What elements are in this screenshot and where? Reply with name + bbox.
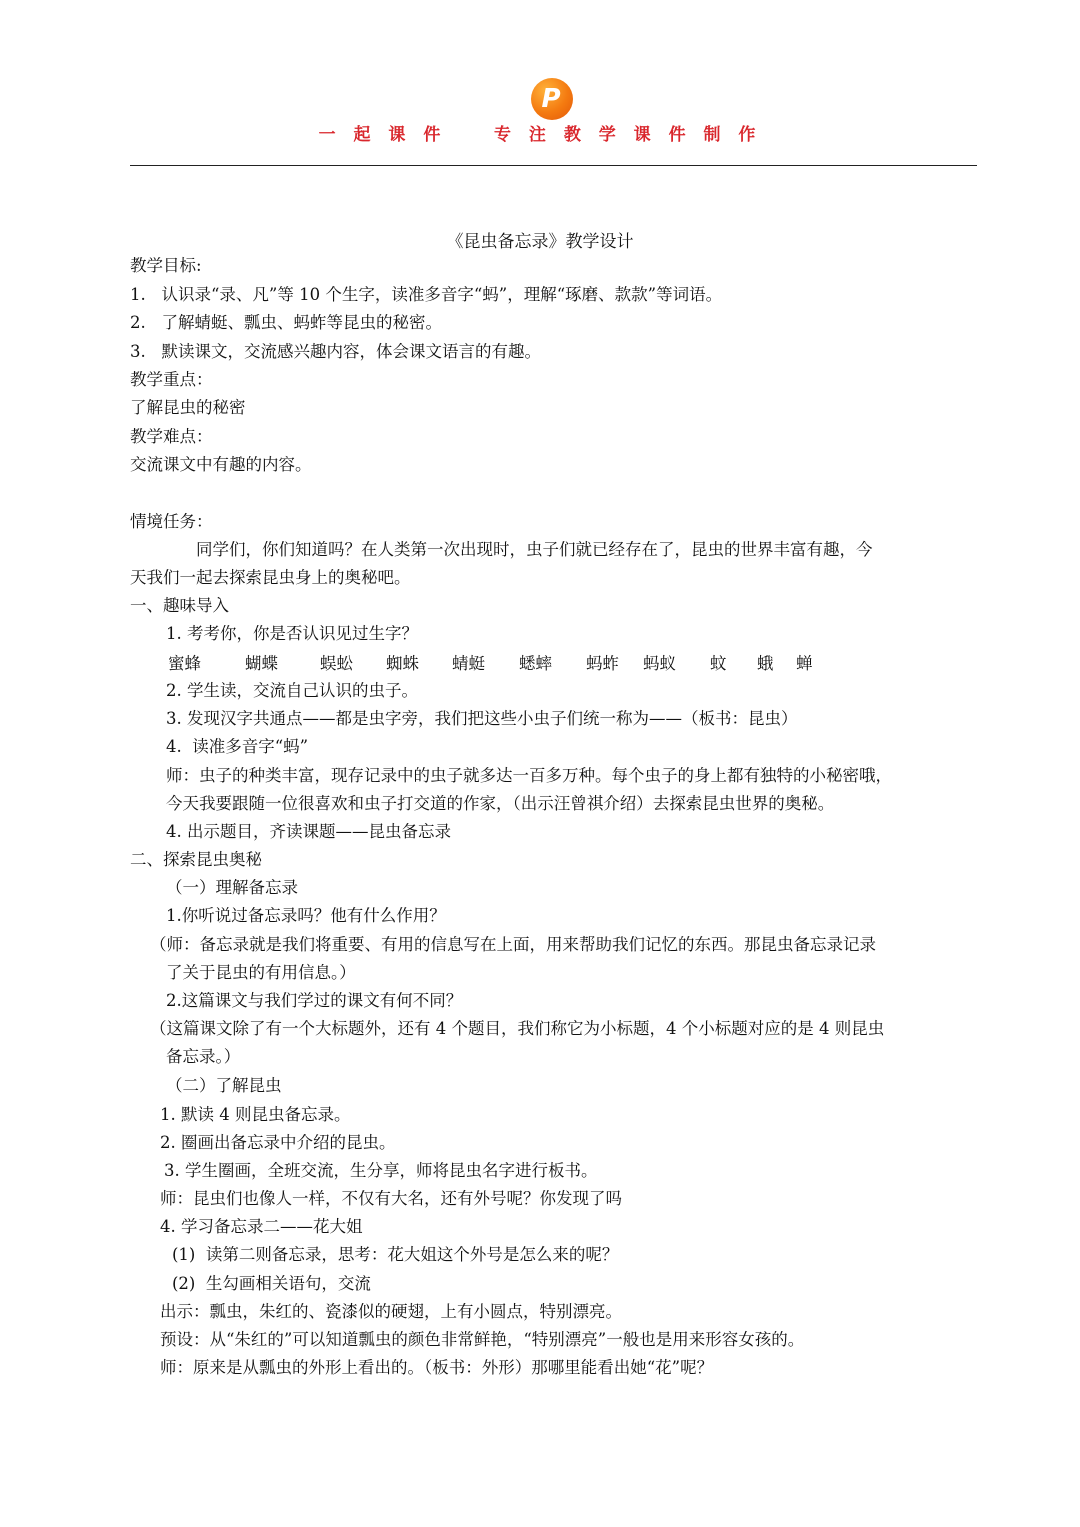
section-heading: 一、趣味导入 (130, 596, 229, 615)
section-heading: 教学难点： (130, 427, 213, 446)
word-item: 蜻蜓 (452, 654, 485, 673)
list-item: 3. 默读课文，交流感兴趣内容，体会课文语言的有趣。 (130, 342, 541, 361)
paragraph: 2. 学生读，交流自己认识的虫子。 (166, 681, 418, 700)
logo-icon (531, 78, 573, 120)
word-item: 蚂蚁 (643, 654, 676, 673)
paragraph: （这篇课文除了有一个大标题外，还有 4 个题目，我们称它为小标题，4 个小标题对应的是 4 则昆虫 (150, 1019, 885, 1038)
word-item: 蜜蜂 (168, 654, 201, 673)
paragraph: 4. 学习备忘录二——花大姐 (160, 1217, 363, 1236)
word-item: 蟋蟀 (519, 654, 552, 673)
paragraph: 师：昆虫们也像人一样，不仅有大名，还有外号呢？你发现了吗 (160, 1189, 622, 1208)
word-item: 蝉 (796, 654, 813, 673)
paragraph: 预设：从“朱红的”可以知道瓢虫的颜色非常鲜艳，“特别漂亮”一般也是用来形容女孩的。 (160, 1330, 805, 1349)
paragraph: 出示：瓢虫，朱红的、瓷漆似的硬翅，上有小圆点，特别漂亮。 (160, 1302, 622, 1321)
word-item: 蜈蚣 (320, 654, 353, 673)
paragraph: 师：原来是从瓢虫的外形上看出的。（板书：外形）那哪里能看出她“花”呢？ (160, 1358, 714, 1377)
paragraph: 师：虫子的种类丰富，现存记录中的虫子就多达一百多万种。每个虫子的身上都有独特的小秘密哦， (166, 766, 892, 785)
list-item: 1. 认识录“录、凡”等 10 个生字，读准多音字“蚂”，理解“琢磨、款款”等词语。 (130, 285, 723, 304)
header-divider (130, 165, 977, 166)
section-heading: 教学目标: (130, 256, 202, 275)
paragraph: (2) 生勾画相关语句，交流 (172, 1274, 371, 1293)
paragraph: 今天我要跟随一位很喜欢和虫子打交道的作家，（出示汪曾祺介绍）去探索昆虫世界的奥秘。 (166, 794, 835, 813)
paragraph: (1) 读第二则备忘录，思考：花大姐这个外号是怎么来的呢？ (172, 1245, 619, 1264)
paragraph: 2.这篇课文与我们学过的课文有何不同？ (166, 991, 463, 1010)
paragraph: 3. 学生圈画，全班交流，生分享，师将昆虫名字进行板书。 (164, 1161, 598, 1180)
paragraph: 4. 读准多音字“蚂” (166, 737, 309, 756)
word-item: 蚂蚱 (586, 654, 619, 673)
paragraph: 3. 发现汉字共通点——都是虫字旁，我们把这些小虫子们统一称为——（板书：昆虫） (166, 709, 798, 728)
paragraph: 1. 考考你，你是否认识见过生字？ (166, 624, 418, 643)
paragraph: 4. 出示题目，齐读课题——昆虫备忘录 (166, 822, 451, 841)
paragraph: 了关于昆虫的有用信息。） (166, 963, 356, 982)
section-heading: 教学重点： (130, 370, 213, 389)
word-item: 蝴蝶 (245, 654, 278, 673)
brand-slogan: 一 起 课 件 专 注 教 学 课 件 制 作 (318, 125, 762, 145)
paragraph: 交流课文中有趣的内容。 (130, 455, 312, 474)
paragraph: （师：备忘录就是我们将重要、有用的信息写在上面，用来帮助我们记忆的东西。那昆虫备忘录记录 (150, 935, 876, 954)
paragraph: 同学们，你们知道吗？在人类第一次出现时，虫子们就已经存在了，昆虫的世界丰富有趣，今 (196, 540, 873, 559)
paragraph: 了解昆虫的秘密 (130, 398, 246, 417)
paragraph: 1.你听说过备忘录吗？他有什么作用？ (166, 906, 446, 925)
section-heading: 二、探索昆虫奥秘 (130, 850, 262, 869)
list-item: 2. 了解蜻蜓、瓢虫、蚂蚱等昆虫的秘密。 (130, 313, 442, 332)
subsection-heading: （一）理解备忘录 (166, 878, 298, 897)
word-item: 蜘蛛 (386, 654, 419, 673)
word-item: 蚊 (710, 654, 727, 673)
logo-letter: P (541, 84, 561, 114)
subsection-heading: （二）了解昆虫 (166, 1076, 282, 1095)
section-heading: 情境任务： (130, 512, 213, 531)
paragraph: 备忘录。） (166, 1047, 241, 1066)
document-title: 《昆虫备忘录》教学设计 (446, 232, 634, 252)
paragraph: 1. 默读 4 则昆虫备忘录。 (160, 1105, 351, 1124)
word-item: 蛾 (757, 654, 774, 673)
paragraph: 天我们一起去探索昆虫身上的奥秘吧。 (130, 568, 411, 587)
paragraph: 2. 圈画出备忘录中介绍的昆虫。 (160, 1133, 396, 1152)
